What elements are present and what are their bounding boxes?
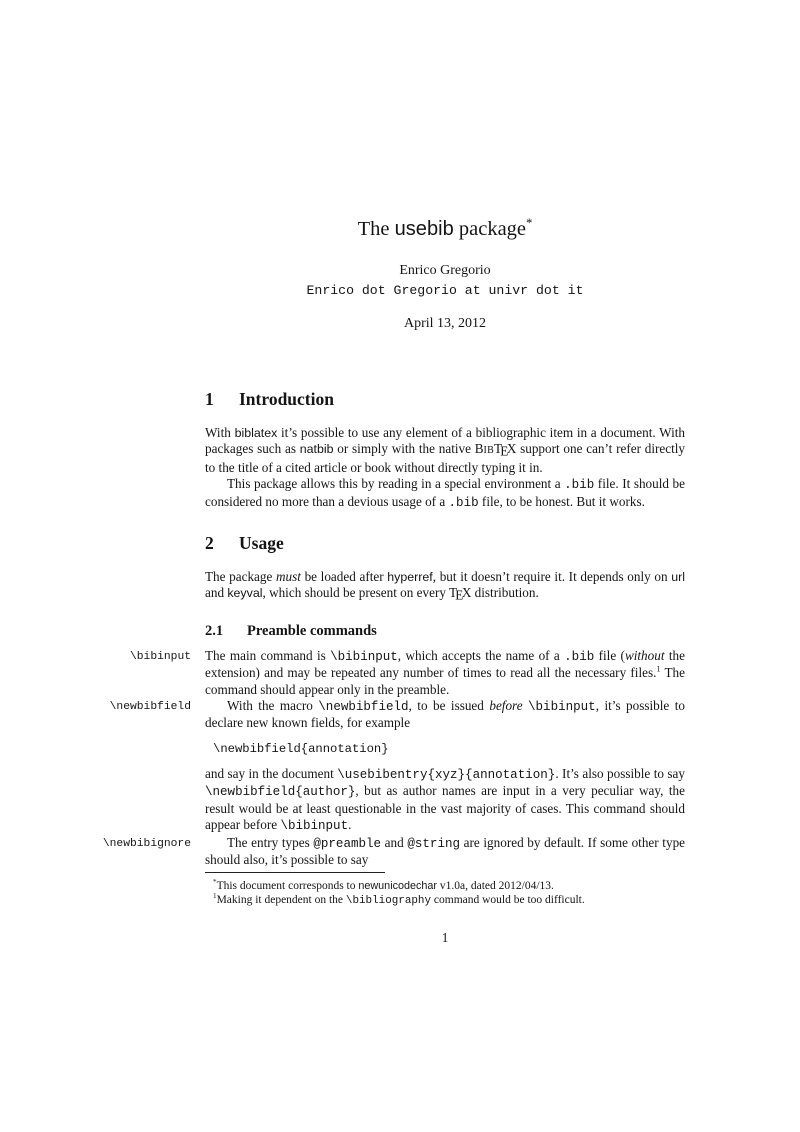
margin-label-bibinput: \bibinput <box>129 650 191 663</box>
footnote-rule <box>205 872 385 873</box>
footnote-star: *This document corresponds to newunicodechar v1.0a, dated 2012/04/13. <box>213 878 554 893</box>
footnote-1: $^1$Making it dependent on the \bibliography command would be too difficult. <box>213 892 585 908</box>
page-number: 1 <box>441 930 449 946</box>
text-column <box>102 0 686 946</box>
bibinput-paragraph: The main command is \bibinput, which accepts the name of a .bib file (without the extension) and may be repeated any number of times to read all the necessary files.$^1$ The command should appear only in the preamble. <box>205 647 685 697</box>
newbibfield-paragraph: With the macro \newbibfield, to be issued before \bibinput, it’s possible to declare new known fields, for example <box>205 698 685 731</box>
intro-paragraph-2: This package allows this by reading in a special environment a .bib file. It should be considered no more than a devious usage of a .bib file, to be honest. But it works. <box>205 476 685 510</box>
section-2-number: 2 <box>205 533 214 554</box>
author-email: Enrico dot Gregorio at univr dot it <box>306 283 584 298</box>
newbibfield-block <box>109 698 685 732</box>
code-display: \newbibfield{annotation} <box>213 741 389 756</box>
doc-title: The usebib package* <box>357 216 533 240</box>
margin-label-newbibfield: \newbibfield <box>109 701 191 714</box>
doc-date: April 13, 2012 <box>403 316 487 331</box>
section-2-title: Usage <box>239 533 284 554</box>
subsection-21-number: 2.1 <box>205 622 224 639</box>
usebibentry-paragraph: and say in the document \usebibentry{xyz}{annotation}. It’s also possible to say \newbibfield{author}, but as author names are input in a very peculiar way, the result would be at least questionable in the vast majority of cases. This command should appear before \bibinput. <box>205 765 685 834</box>
margin-label-newbibignore: \newbibignore <box>102 837 191 850</box>
section-1-number: 1 <box>205 389 214 409</box>
newbibignore-block <box>102 834 686 869</box>
author-name: Enrico Gregorio <box>399 263 491 278</box>
section-2-heading <box>205 533 685 553</box>
intro-paragraph-1: With biblatex it’s possible to use any element of a bibliographic item in a document. With packages such as natbib or simply with the native BIBTEX support one can’t refer directly to the title of a cited article or book without directly typing it in. <box>205 425 686 475</box>
section-1-heading <box>205 389 685 409</box>
newbibignore-paragraph: The entry types @preamble and @string are ignored by default. If some other type should also, it’s possible to say <box>205 834 686 867</box>
section-1-title: Introduction <box>239 389 334 409</box>
bibinput-block <box>129 647 685 698</box>
title-block <box>205 0 685 333</box>
footnote-area <box>205 872 685 908</box>
subsection-21-title: Preamble commands <box>247 622 377 639</box>
usage-paragraph: The package must be loaded after hyperref, but it doesn’t require it. It depends only on url and keyval, which should be present on every TEX distribution. <box>205 569 685 603</box>
subsection-21-heading <box>205 622 685 640</box>
